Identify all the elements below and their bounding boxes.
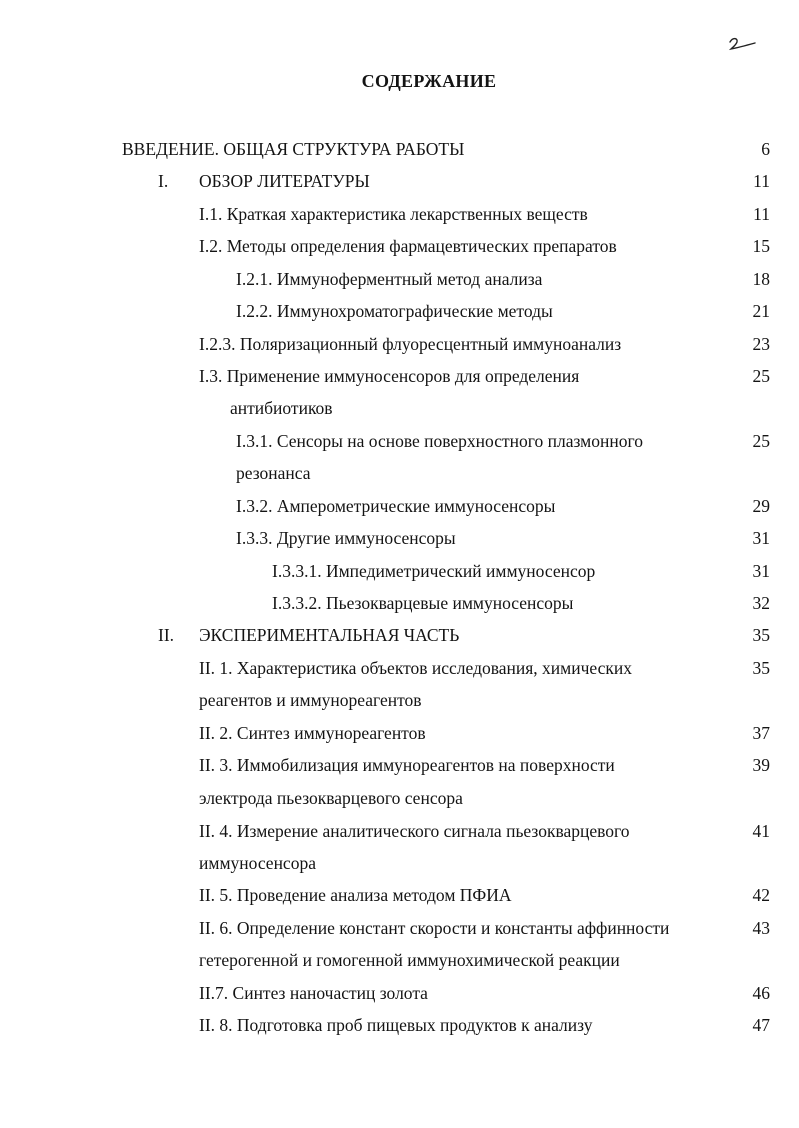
toc-page: 15: [752, 236, 770, 256]
toc-page: 29: [752, 496, 770, 516]
roman-numeral-1: I.: [158, 171, 169, 191]
toc-entry: I.1. Краткая характеристика лекарственных веществ: [199, 204, 588, 224]
toc-entry-intro: ВВЕДЕНИЕ. ОБЩАЯ СТРУКТУРА РАБОТЫ: [122, 139, 465, 159]
toc-entry-chapter-1: ОБЗОР ЛИТЕРАТУРЫ: [199, 171, 370, 191]
toc-entry: I.2. Методы определения фармацевтических препаратов: [199, 236, 617, 256]
toc-page: 47: [752, 1015, 770, 1035]
toc-page: 43: [752, 918, 770, 938]
toc-page: 6: [761, 139, 770, 159]
page-title: СОДЕРЖАНИЕ: [361, 71, 497, 91]
toc-page: 11: [753, 204, 770, 224]
toc-page: 11: [753, 171, 770, 191]
roman-numeral-2: II.: [158, 625, 175, 645]
toc-entry: I.3.3. Другие иммуносенсоры: [236, 528, 456, 548]
toc-page: 39: [752, 755, 770, 775]
toc-entry: I.3.3.2. Пьезокварцевые иммуносенсоры: [272, 593, 574, 613]
toc-page: 25: [752, 366, 770, 386]
toc-page: 21: [752, 301, 770, 321]
toc-entry: I.2.3. Поляризационный флуоресцентный иммуноанализ: [199, 334, 622, 354]
toc-page: 41: [752, 821, 770, 841]
toc-entry-continuation: иммуносенсора: [199, 853, 316, 873]
toc-entry: I.3. Применение иммуносенсоров для определения: [199, 366, 580, 386]
toc-entry-continuation: резонанса: [236, 463, 311, 483]
toc-entry: II. 6. Определение констант скорости и константы аффинности: [199, 918, 670, 938]
toc-entry: II. 4. Измерение аналитического сигнала пьезокварцевого: [199, 821, 630, 841]
toc-entry-continuation: антибиотиков: [230, 398, 333, 418]
toc-entry: I.3.1. Сенсоры на основе поверхностного плазмонного: [236, 431, 643, 451]
toc-entry-continuation: гетерогенной и гомогенной иммунохимической реакции: [199, 950, 620, 970]
toc-page: 25: [752, 431, 770, 451]
toc-entry-continuation: реагентов и иммунореагентов: [199, 690, 422, 710]
toc-page: 37: [752, 723, 770, 743]
toc-entry: II.7. Синтез наночастиц золота: [199, 983, 428, 1003]
toc-entry: II. 1. Характеристика объектов исследования, химических: [199, 658, 632, 678]
toc-page: 42: [752, 885, 770, 905]
toc-page: 23: [752, 334, 770, 354]
toc-entry: II. 8. Подготовка проб пищевых продуктов к анализу: [199, 1015, 593, 1035]
handwritten-page-number: [728, 36, 758, 52]
toc-entry: II. 3. Иммобилизация иммунореагентов на поверхности: [199, 755, 615, 775]
toc-entry: I.3.3.1. Импедиметрический иммуносенсор: [272, 561, 596, 581]
toc-entry-continuation: электрода пьезокварцевого сенсора: [199, 788, 463, 808]
toc-entry: II. 2. Синтез иммунореагентов: [199, 723, 426, 743]
toc-entry: I.2.1. Иммуноферментный метод анализа: [236, 269, 543, 289]
toc-page: 18: [752, 269, 770, 289]
toc-entry: I.2.2. Иммунохроматографические методы: [236, 301, 553, 321]
toc-page: 35: [752, 658, 770, 678]
toc-page: 32: [752, 593, 770, 613]
toc-page: 31: [752, 561, 770, 581]
toc-entry: I.3.2. Амперометрические иммуносенсоры: [236, 496, 556, 516]
toc-page: 46: [752, 983, 770, 1003]
toc-entry-chapter-2: ЭКСПЕРИМЕНТАЛЬНАЯ ЧАСТЬ: [199, 625, 460, 645]
toc-entry: II. 5. Проведение анализа методом ПФИА: [199, 885, 512, 905]
toc-page: 31: [752, 528, 770, 548]
toc-page: 35: [752, 625, 770, 645]
